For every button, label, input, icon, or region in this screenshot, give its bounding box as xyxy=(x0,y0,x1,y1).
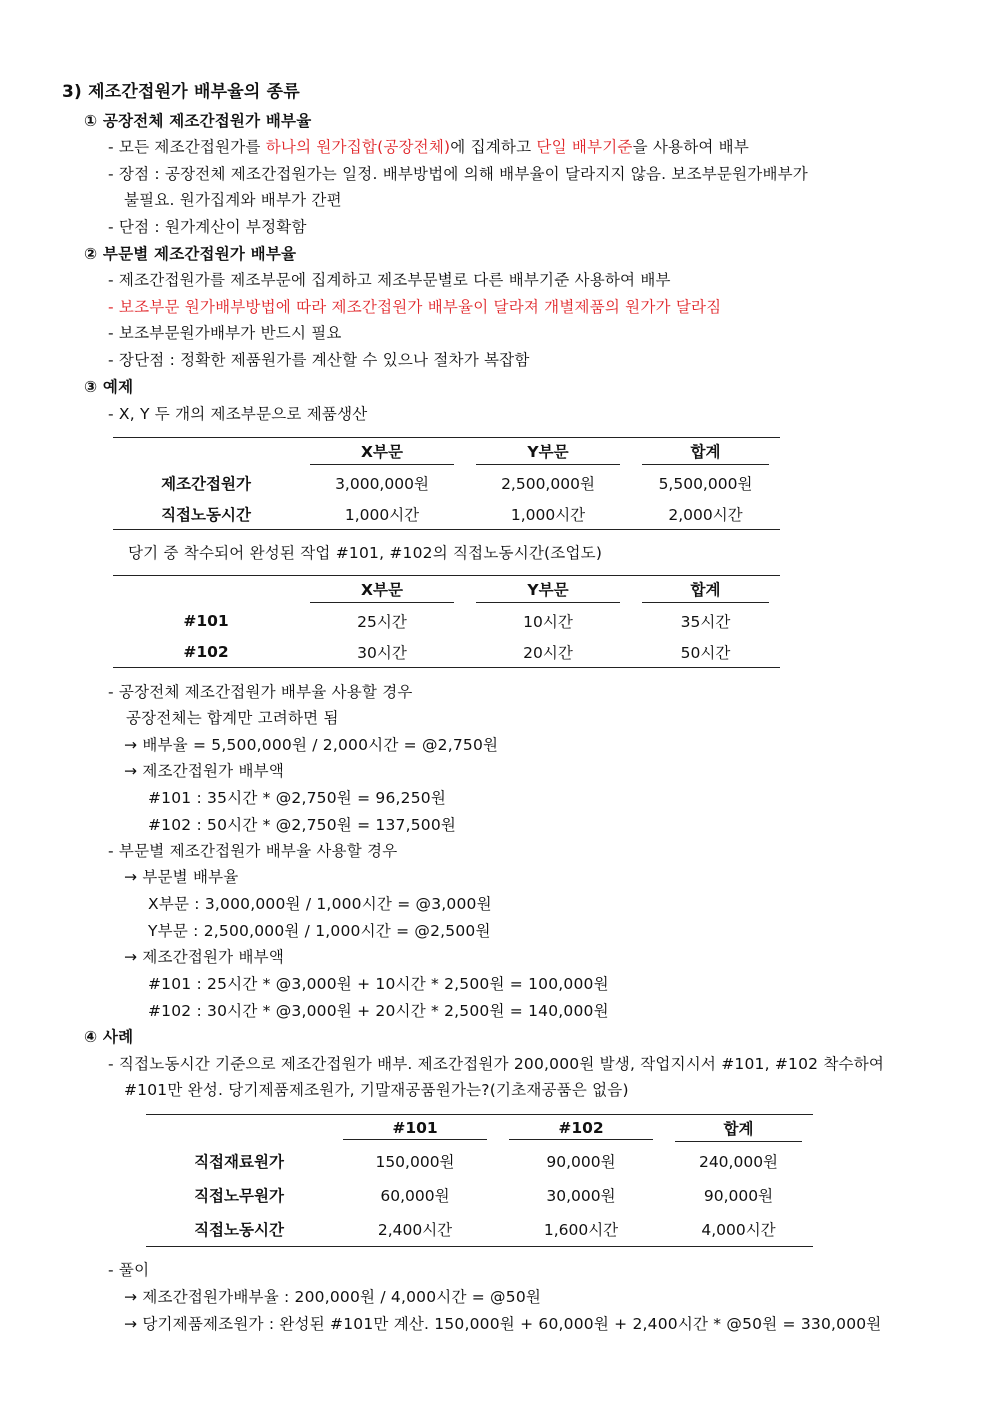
table-cell: 60,000원 xyxy=(380,1187,450,1205)
s2-bullet-3: - 보조부문원가배부가 반드시 필요 xyxy=(108,324,342,342)
calc-line: #101 : 25시간 * @3,000원 + 10시간 * 2,500원 = 100,000원 xyxy=(148,975,609,993)
calc-line: 공장전체는 합계만 고려하면 됨 xyxy=(126,709,339,727)
row-label: #102 xyxy=(183,642,229,661)
s4-heading: ④ 사례 xyxy=(84,1028,134,1046)
table3-corner xyxy=(146,1115,332,1144)
table-cell: 25시간 xyxy=(357,612,407,631)
table2-header: X부문 xyxy=(299,576,465,605)
table-cell: 150,000원 xyxy=(375,1153,455,1171)
table1-header: 합계 xyxy=(631,438,780,467)
s1-bullet-2-line-2: 불필요. 원가집계와 배부가 간편 xyxy=(124,191,342,209)
calc-line: → 배부율 = 5,500,000원 / 2,000시간 = @2,750원 xyxy=(124,736,499,754)
row-label: #101 xyxy=(183,611,229,630)
table-row xyxy=(146,1212,813,1246)
table-cell: 3,000,000원 xyxy=(335,474,429,493)
s3-mid-text: 당기 중 착수되어 완성된 작업 #101, #102의 직접노동시간(조업도) xyxy=(128,544,603,562)
table-row xyxy=(146,1178,813,1212)
table2-header: Y부문 xyxy=(465,576,631,605)
row-label: 직접노동시간 xyxy=(161,505,251,524)
section-title: 3) 제조간접원가 배부율의 종류 xyxy=(62,82,300,102)
table-cell: 2,500,000원 xyxy=(501,474,595,493)
table2-corner xyxy=(113,576,299,605)
s1-bullet-2-line-1: - 장점 : 공장전체 제조간접원가는 일정. 배부방법에 의해 배부율이 달라지지 않음. 보조부문원가배부가 xyxy=(108,165,808,183)
s1-bullet-3: - 단점 : 원가계산이 부정확함 xyxy=(108,218,307,236)
s2-bullet-1: - 제조간접원가를 제조부문에 집계하고 제조부문별로 다른 배부기준 사용하여 배부 xyxy=(108,271,671,289)
calc-line: #102 : 30시간 * @3,000원 + 20시간 * 2,500원 = 140,000원 xyxy=(148,1002,609,1020)
table-row xyxy=(146,1144,813,1178)
table1-header: X부문 xyxy=(299,438,465,467)
table-row xyxy=(113,605,780,636)
table1-corner xyxy=(113,438,299,467)
table-cell: 35시간 xyxy=(680,612,731,631)
s1-b1-a: - 모든 제조간접원가를 xyxy=(108,138,266,156)
table-cell: 90,000원 xyxy=(703,1187,774,1205)
calc-line: → 제조간접원가 배부액 xyxy=(124,948,284,966)
table-cell: 2,400시간 xyxy=(377,1221,453,1239)
calc-line: X부문 : 3,000,000원 / 1,000시간 = @3,000원 xyxy=(148,895,492,913)
table-row xyxy=(113,467,780,498)
calc-line: #101 : 35시간 * @2,750원 = 96,250원 xyxy=(148,789,447,807)
s1-b1-highlight-1: 하나의 원가집합(공장전체) xyxy=(265,138,451,156)
case-cost-table xyxy=(146,1114,813,1247)
job-hours-table xyxy=(113,575,780,668)
s1-b1-b: 에 집계하고 xyxy=(450,138,537,156)
table-cell: 30,000원 xyxy=(546,1187,616,1205)
calc-line: Y부문 : 2,500,000원 / 1,000시간 = @2,500원 xyxy=(148,922,491,940)
table-cell: 1,000시간 xyxy=(510,505,586,524)
row-label: 직접노무원가 xyxy=(194,1187,284,1205)
row-label: 제조간접원가 xyxy=(161,474,251,493)
table-cell: 1,600시간 xyxy=(543,1221,619,1239)
table2-header: 합계 xyxy=(631,576,780,605)
calc-line: - 부문별 제조간접원가 배부율 사용할 경우 xyxy=(108,842,398,860)
s2-heading: ② 부문별 제조간접원가 배부율 xyxy=(84,245,297,263)
table-cell: 90,000원 xyxy=(546,1153,616,1171)
solution-label: - 풀이 xyxy=(108,1261,150,1279)
table-cell: 240,000원 xyxy=(698,1153,779,1171)
row-label: 직접재료원가 xyxy=(194,1153,284,1171)
s1-heading: ① 공장전체 제조간접원가 배부율 xyxy=(84,112,312,130)
table3-header: 합계 xyxy=(664,1115,813,1144)
table3-header: #102 xyxy=(498,1115,664,1144)
dept-overhead-table xyxy=(113,437,780,530)
table-cell: 20시간 xyxy=(523,643,573,662)
table1-header: Y부문 xyxy=(465,438,631,467)
table-cell: 10시간 xyxy=(523,612,573,631)
calc-line: → 부문별 배부율 xyxy=(124,868,239,886)
table-row xyxy=(113,498,780,529)
s3-heading: ③ 예제 xyxy=(84,378,134,396)
table-cell: 2,000시간 xyxy=(668,505,743,524)
calc-line: #102 : 50시간 * @2,750원 = 137,500원 xyxy=(148,816,457,834)
solution-line-2: → 당기제품제조원가 : 완성된 #101만 계산. 150,000원 + 60,000원 + 2,400시간 * @50원 = 330,000원 xyxy=(124,1315,882,1333)
s4-line-1: - 직접노동시간 기준으로 제조간접원가 배부. 제조간접원가 200,000원 발생, 작업지시서 #101, #102 착수하여 xyxy=(108,1055,885,1073)
calc-line: - 공장전체 제조간접원가 배부율 사용할 경우 xyxy=(108,683,413,701)
table-cell: 50시간 xyxy=(680,643,731,662)
table-cell: 5,500,000원 xyxy=(658,474,753,493)
table-row xyxy=(113,636,780,667)
s4-line-2: #101만 완성. 당기제품제조원가, 기말재공품원가는?(기초재공품은 없음) xyxy=(124,1081,629,1099)
table-cell: 4,000시간 xyxy=(701,1221,776,1239)
table-cell: 30시간 xyxy=(357,643,407,662)
table3-header: #101 xyxy=(332,1115,498,1144)
calc-line: → 제조간접원가 배부액 xyxy=(124,762,284,780)
s3-intro: - X, Y 두 개의 제조부문으로 제품생산 xyxy=(108,405,368,423)
s2-bullet-2: - 보조부문 원가배부방법에 따라 제조간접원가 배부율이 달라져 개별제품의 원가가 달라짐 xyxy=(108,298,722,316)
row-label: 직접노동시간 xyxy=(194,1221,284,1239)
s1-b1-highlight-2: 단일 배부기준 xyxy=(536,138,633,156)
s2-bullet-4: - 장단점 : 정확한 제품원가를 계산할 수 있으나 절차가 복잡함 xyxy=(108,351,530,369)
s1-bullet-1 xyxy=(108,136,749,158)
table-cell: 1,000시간 xyxy=(344,505,420,524)
solution-line-1: → 제조간접원가배부율 : 200,000원 / 4,000시간 = @50원 xyxy=(124,1288,542,1306)
s1-b1-c: 을 사용하여 배부 xyxy=(632,138,750,156)
